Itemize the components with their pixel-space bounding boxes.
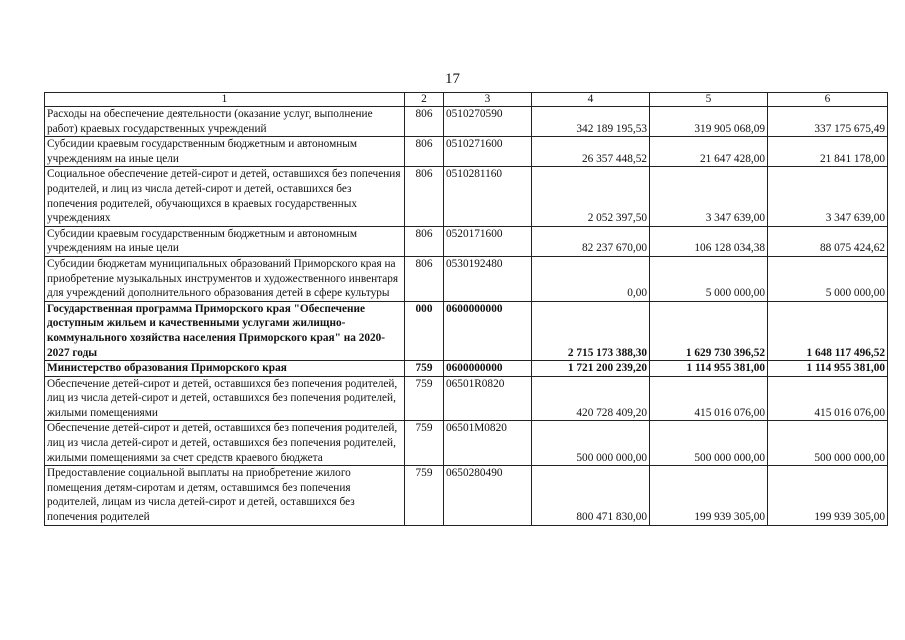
table-header-row — [45, 93, 888, 107]
row-value-col6: 88 075 424,62 — [768, 226, 888, 256]
row-code: 806 — [405, 137, 444, 167]
row-name: Предоставление социальной выплаты на приобретение жилого помещения детям-сиротам и детям, оставшимся без попечения родителей, лицам из числа детей-сирот и детей, оставшихся без попечения родителей — [45, 466, 405, 525]
row-value-col4: 2 052 397,50 — [532, 167, 650, 226]
row-value-col5: 21 647 428,00 — [650, 137, 768, 167]
row-code: 759 — [405, 361, 444, 377]
row-value-col4: 500 000 000,00 — [532, 421, 650, 466]
table-row — [45, 107, 888, 137]
row-target-article: 0600000000 — [444, 361, 532, 377]
table-row — [45, 256, 888, 301]
row-target-article: 06501R0820 — [444, 376, 532, 421]
header-col-1: 1 — [45, 93, 405, 107]
row-code: 000 — [405, 301, 444, 360]
row-value-col4: 800 471 830,00 — [532, 466, 650, 525]
row-value-col5: 106 128 034,38 — [650, 226, 768, 256]
row-code: 759 — [405, 376, 444, 421]
table-row — [45, 226, 888, 256]
row-value-col6: 199 939 305,00 — [768, 466, 888, 525]
table-row — [45, 167, 888, 226]
row-target-article: 0530192480 — [444, 256, 532, 301]
row-value-col6: 1 114 955 381,00 — [768, 361, 888, 377]
row-value-col5: 1 114 955 381,00 — [650, 361, 768, 377]
row-value-col6: 415 016 076,00 — [768, 376, 888, 421]
row-name: Расходы на обеспечение деятельности (оказание услуг, выполнение работ) краевых государственных учреждений — [45, 107, 405, 137]
row-value-col5: 199 939 305,00 — [650, 466, 768, 525]
row-name: Министерство образования Приморского края — [45, 361, 405, 377]
row-code: 759 — [405, 466, 444, 525]
row-value-col6: 500 000 000,00 — [768, 421, 888, 466]
table-row-program — [45, 301, 888, 360]
header-col-2: 2 — [405, 93, 444, 107]
header-col-4: 4 — [532, 93, 650, 107]
row-code: 806 — [405, 226, 444, 256]
row-value-col6: 337 175 675,49 — [768, 107, 888, 137]
row-value-col6: 3 347 639,00 — [768, 167, 888, 226]
row-value-col5: 3 347 639,00 — [650, 167, 768, 226]
row-value-col4: 26 357 448,52 — [532, 137, 650, 167]
table-row — [45, 421, 888, 466]
row-value-col4: 1 721 200 239,20 — [532, 361, 650, 377]
row-code: 759 — [405, 421, 444, 466]
row-target-article: 06501M0820 — [444, 421, 532, 466]
row-target-article: 0600000000 — [444, 301, 532, 360]
row-value-col6: 5 000 000,00 — [768, 256, 888, 301]
row-value-col5: 5 000 000,00 — [650, 256, 768, 301]
header-col-6: 6 — [768, 93, 888, 107]
page-number: 17 — [445, 71, 460, 87]
row-value-col6: 21 841 178,00 — [768, 137, 888, 167]
table-row — [45, 466, 888, 525]
row-target-article: 0510281160 — [444, 167, 532, 226]
row-value-col4: 342 189 195,53 — [532, 107, 650, 137]
row-value-col5: 500 000 000,00 — [650, 421, 768, 466]
row-name: Обеспечение детей-сирот и детей, оставшихся без попечения родителей, лиц из числа детей-сирот и детей, оставшихся без попечения родителей, жилыми помещениями — [45, 376, 405, 421]
table-row-ministry — [45, 361, 888, 377]
row-target-article: 0650280490 — [444, 466, 532, 525]
row-value-col5: 1 629 730 396,52 — [650, 301, 768, 360]
row-name: Государственная программа Приморского края "Обеспечение доступным жильем и качественными услугами жилищно-коммунального хозяйства населения Приморского края" на 2020-2027 годы — [45, 301, 405, 360]
row-target-article: 0510270590 — [444, 107, 532, 137]
row-target-article: 0520171600 — [444, 226, 532, 256]
row-value-col4: 0,00 — [532, 256, 650, 301]
row-code: 806 — [405, 256, 444, 301]
row-value-col4: 2 715 173 388,30 — [532, 301, 650, 360]
header-col-3: 3 — [444, 93, 532, 107]
row-value-col5: 319 905 068,09 — [650, 107, 768, 137]
row-value-col6: 1 648 117 496,52 — [768, 301, 888, 360]
row-value-col4: 82 237 670,00 — [532, 226, 650, 256]
header-col-5: 5 — [650, 93, 768, 107]
row-name: Субсидии краевым государственным бюджетным и автономным учреждениям на иные цели — [45, 137, 405, 167]
row-name: Субсидии краевым государственным бюджетным и автономным учреждениям на иные цели — [45, 226, 405, 256]
row-name: Обеспечение детей-сирот и детей, оставшихся без попечения родителей, лиц из числа детей-сирот и детей, оставшихся без попечения родителей, жилыми помещениями за счет средств краевого бюджета — [45, 421, 405, 466]
table-row — [45, 137, 888, 167]
row-value-col4: 420 728 409,20 — [532, 376, 650, 421]
row-value-col5: 415 016 076,00 — [650, 376, 768, 421]
budget-table — [44, 92, 888, 526]
row-code: 806 — [405, 167, 444, 226]
row-code: 806 — [405, 107, 444, 137]
row-name: Социальное обеспечение детей-сирот и детей, оставшихся без попечения родителей, и лиц из числа детей-сирот и детей, оставшихся без попечения родителей, обучающихся в краевых государственных учреждениях — [45, 167, 405, 226]
row-name: Субсидии бюджетам муниципальных образований Приморского края на приобретение музыкальных инструментов и художественного инвентаря для учреждений дополнительного образования детей в сфере культуры — [45, 256, 405, 301]
table-row — [45, 376, 888, 421]
row-target-article: 0510271600 — [444, 137, 532, 167]
